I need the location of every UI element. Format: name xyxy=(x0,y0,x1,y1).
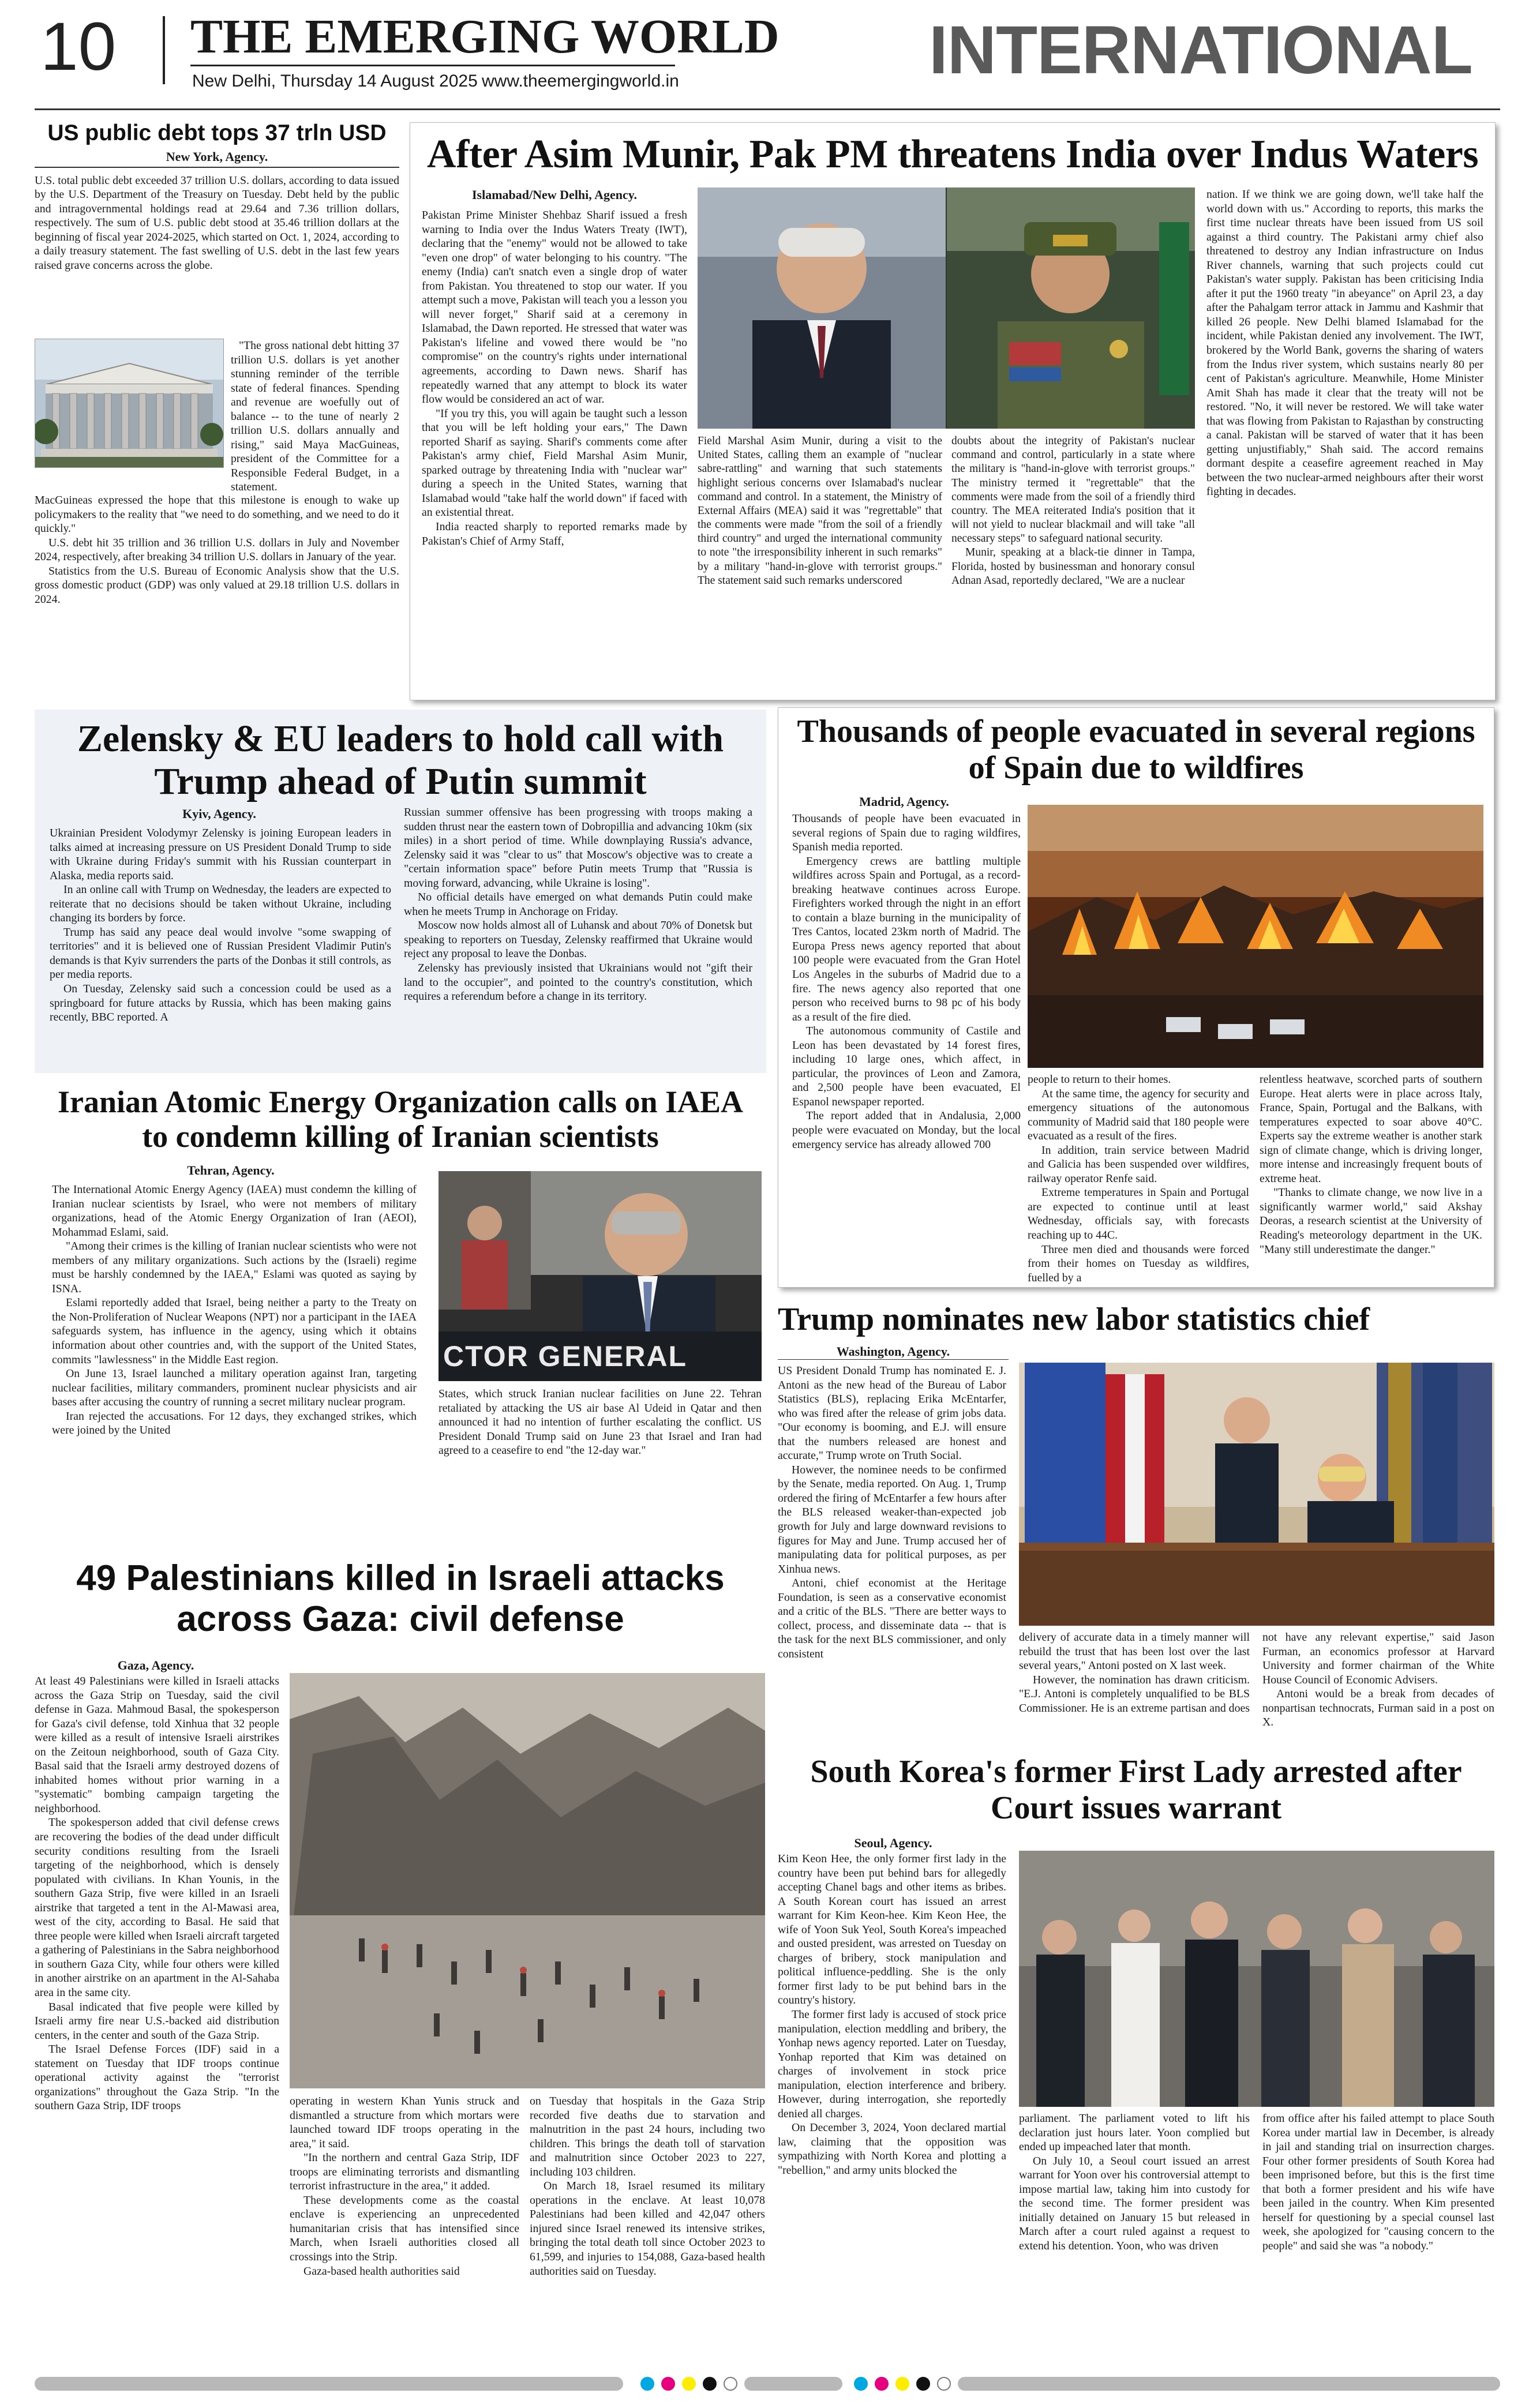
article-paragraph: States, which struck Iranian nuclear facilities on June 22. Tehran retaliated by attacking the US air base Al Udeid in Qatar and then announced it had no intention of further escalating the conflict. US President Donald Trump said on June 23 that Israel and Iran had agreed to a ceasefire to end "the 12-day war." xyxy=(439,1387,762,1457)
article-paragraph: delivery of accurate data in a timely manner will rebuild the trust that has been lost over the last several years," Antoni posted on X last week. xyxy=(1019,1631,1250,1672)
article-paragraph: In an online call with Trump on Wednesday, the leaders are expected to reiterate that no decisions should be taken without Ukraine, including changing its borders by force. xyxy=(50,883,391,925)
kim-keon-hee-photo xyxy=(1019,1851,1494,2107)
article-paragraph: On December 3, 2024, Yoon declared martial law, claiming that the opposition was sympathizing with North Korea and plotting a "rebellion," and army units blocked the xyxy=(778,2121,1006,2177)
article-paragraph: people to return to their homes. xyxy=(1028,1073,1171,1086)
article-paragraph: on Tuesday that hospitals in the Gaza Strip recorded five deaths due to starvation and malnutrition in the past 24 hours, including two children. This brings the death toll of starvation and malnutrition since October 2023 to 227, including 103 children. xyxy=(530,2095,765,2178)
photo-caption: Field Marshal Asim Munir, during a visit to the United States, calling them an example of "nuclear sabre-rattling" and warning that such statements highlight serious concerns over Islamabad's nuclear command and control. In a statement, the Ministry of External Affairs (MEA) said it was "regrettable" that the comments were made "from the soil of a friendly third country" and urged the international community to note "the irresponsibility inherent in such remarks" by a military "hand-in-glove with terrorist groups." The statement said such remarks underscored xyxy=(698,435,942,587)
footer-bar xyxy=(958,2377,1500,2391)
leaders-portrait-image xyxy=(698,187,1195,429)
article-paragraph: On July 10, a Seoul court issued an arrest warrant for Yoon over his controversial attempt to impose martial law, taking him into custody for the second time. The former president was initially detained on January 15 but released in March after a court ruled against a request to extend his detention. Yoon, who was driven xyxy=(1019,2154,1250,2252)
article-trump-bls xyxy=(778,1301,1494,1746)
article-paragraph: However, the nomination has drawn criticism. "E.J. Antoni is completely unqualified to be BLS Commissioner. He is an extreme partisan and does xyxy=(1019,1673,1250,1715)
article-headline: Thousands of people evacuated in several regions of Spain due to wildfires xyxy=(797,714,1475,786)
article-paragraph: operating in western Khan Yunis struck and dismantled a structure from which mortars were launched toward IDF troops operating in the area," it said. xyxy=(290,2095,519,2150)
gaza-rubble-photo xyxy=(290,1673,765,2088)
article-us-debt xyxy=(35,118,399,695)
article-paragraph: India reacted sharply to reported remarks made by Pakistan's Chief of Army Staff, xyxy=(422,520,687,547)
article-munir xyxy=(410,122,1496,700)
article-headline: After Asim Munir, Pak PM threatens India over Indus Waters xyxy=(426,132,1479,177)
article-zelensky xyxy=(35,710,766,1073)
article-paragraph: U.S. debt hit 35 trillion and 36 trillion U.S. dollars in July and November 2024, respectively, after breaking 34 trillion U.S. dollars in January of the year. xyxy=(35,536,399,564)
article-paragraph: Ukrainian President Volodymyr Zelensky is joining European leaders in talks aimed at increasing pressure on US President Donald Trump to side with Ukraine during Friday's summit with his Russian counterpart in Alaska, media reports said. xyxy=(50,827,391,882)
footer-bar xyxy=(35,2377,623,2391)
page-number: 10 xyxy=(40,9,117,85)
white-registration-dot xyxy=(937,2377,951,2391)
oval-office-image xyxy=(1019,1363,1494,1626)
article-paragraph: At least 49 Palestinians were killed in Israeli attacks across the Gaza Strip on Tuesday, said the civil defense in Gaza. Mahmoud Basal, the spokesperson for Gaza's civil defense, told Xinhua that 32 people were killed as a result of intensive Israeli airstrikes on the Zeitoun neighborhood, south of Gaza City. Basal said that the Israeli army destroyed dozens of inhabited homes without prior warning in a "systematic" bombing campaign targeting the neighborhood. xyxy=(35,1675,279,1815)
article-paragraph: "Thanks to climate change, we now live in a significantly warmer world," said Akshay Deoras, a research scientist at the University of Reading's meteorology department in the UK. "Many still underestimate the danger." xyxy=(1260,1186,1482,1256)
article-paragraph: Emergency crews are battling multiple wildfires across Spain and Portugal, as a record-breaking heatwave continues across Europe. Firefighters worked through the night in an effort to contain a blaze burning in the municipality of Tres Cantos, located 23km north of Madrid. The Europa Press news agency reported that about 100 people were evacuated from the Gran Hotel Los Angeles in the suburbs of Madrid due to a fire. The news agency also reported that one person who received burns to 98 pc of his body as a result of the fire died. xyxy=(792,854,1021,1023)
sharif-munir-photo xyxy=(698,187,1195,429)
wildfire-photo xyxy=(1028,805,1483,1068)
article-spain xyxy=(778,707,1494,1288)
article-paragraph: Antoni, chief economist at the Heritage Foundation, is seen as a conservative economist and a critic of the BLS. "There are better ways to collect, process, and disseminate data -- that is the task for the next BLS commissioner, and only consistent xyxy=(778,1577,1006,1660)
article-headline: South Korea's former First Lady arrested after Court issues warrant xyxy=(810,1754,1462,1826)
newspaper-name: THE EMERGING WORLD xyxy=(190,10,780,63)
article-paragraph: The former first lady is accused of stock price manipulation, election meddling and bribery, the Yonhap news agency reported. Later on Tuesday, Yonhap reported that Kim was detained on charges of involvement in stock price manipulation, election interference and bribery. However, during interrogation, she reportedly denied all charges. xyxy=(778,2008,1006,2120)
article-paragraph: Zelensky has previously insisted that Ukrainians would not "gift their land to the occupier", and pointed to the country's constitution, which requires a referendum before a change in its territory. xyxy=(404,962,752,1003)
article-korea xyxy=(778,1754,1494,2365)
article-paragraph: Extreme temperatures in Spain and Portugal are expected to continue until at least Wednesday, officials say, with forecasts reaching up to 44C. xyxy=(1028,1186,1249,1242)
destroyed-buildings-image xyxy=(290,1673,765,2088)
article-dateline: Tehran, Agency. xyxy=(187,1163,275,1177)
article-paragraph: Eslami reportedly added that Israel, being neither a party to the Treaty on the Non-Proliferation of Nuclear Weapons (NPT) nor a participant in the IAEA safeguards system, has influence in the agency, using which it obtains information about other countries and, with the support of the United States, commits "lawlessness" in the Middle East region. xyxy=(52,1296,417,1366)
magenta-registration-dot xyxy=(875,2377,889,2391)
article-dateline: Seoul, Agency. xyxy=(854,1836,932,1850)
magenta-registration-dot xyxy=(661,2377,675,2391)
article-iran xyxy=(35,1085,766,1546)
article-paragraph: not have any relevant expertise," said Jason Furman, an economics professor at Harvard University and former chairman of the White House Council of Economic Advisers. xyxy=(1262,1631,1494,1686)
article-dateline: Washington, Agency. xyxy=(778,1344,1009,1360)
article-paragraph: On March 18, Israel resumed its military operations in the enclave. At least 10,078 Palestinians had been killed and 42,047 others injured since Israel renewed its intensive strikes, bringing the total death toll since October 2023 to 61,599, and injuries to 154,088, Gaza-based health authorities said on Tuesday. xyxy=(530,2180,765,2278)
article-dateline: New York, Agency. xyxy=(35,149,399,168)
article-paragraph: "If you try this, you will again be taught such a lesson that you will be left holding your ears," The Dawn reported Sharif as saying. Sharif's comments come after Pakistan's army chief, Field Marshal Asim Munir, sparked outrage by threatening India with "nuclear war" during a speech in the United States, warning that Islamabad would "take half the world down" if faced with an existential threat. xyxy=(422,407,687,519)
article-paragraph: doubts about the integrity of Pakistan's nuclear command and control, particularly in a state where the military is "hand-in-glove with terrorist groups." The ministry termed it "regrettable" that the comments were made from the soil of a friendly third country. The MEA reiterated India's position that it will not yield to nuclear blackmail and will take "all necessary steps" to safeguard national security. xyxy=(951,435,1195,545)
article-paragraph: Thousands of people have been evacuated in several regions of Spain due to raging wildfires, Spanish media reported. xyxy=(792,812,1021,854)
white-registration-dot xyxy=(724,2377,737,2391)
article-paragraph: The report added that in Andalusia, 2,000 people were evacuated on Monday, but the local emergency service has already allowed 700 xyxy=(792,1109,1021,1151)
article-paragraph: parliament. The parliament voted to lift his declaration just hours later. Yoon complied but ended up impeached later that month. xyxy=(1019,2112,1250,2154)
section-title: INTERNATIONAL xyxy=(929,12,1472,88)
article-paragraph: Pakistan Prime Minister Shehbaz Sharif issued a fresh warning to India over the Indus Waters Treaty (IWT), declaring that the "enemy" would not be allowed to take "even one drop" of water belonging to his country. "The enemy (India) can't snatch even a single drop of water from Pakistan. You threatened to stop our water. If you attempt such a move, Pakistan will teach you a lesson you will never forget," Sharif said at a ceremony in Islamabad, the Dawn reported. He stressed that water was Pakistan's lifeline and vowed there would be "no compromise" on the country's rights under international agreements, according to Dawn news. Sharif has repeatedly warned that any attempt to block its water flow would be considered an act of war. xyxy=(422,209,687,406)
article-paragraph: No official details have emerged on what demands Putin could make when he meets Trump in Anchorage on Friday. xyxy=(404,891,752,918)
cyan-registration-dot xyxy=(640,2377,654,2391)
article-paragraph: The spokesperson added that civil defense crews are recovering the bodies of the dead under difficult security conditions resulting from the Israeli targeting of the neighborhood, which is densely populated with civilians. In Khan Younis, in the southern Gaza Strip, five were killed in an Israeli airstrike that targeted a tent in the Al-Mawasi area, west of the city, according to Basal. He said that three people were killed when Israeli aircraft targeted a gathering of Palestinians in the Sabra neighborhood in southern Gaza City, while four others were killed in another airstrike on an apartment in the Al-Sahaba area in the same city. xyxy=(35,1816,279,2000)
article-paragraph: Munir, speaking at a black-tie dinner in Tampa, Florida, hosted by businessman and honorary consul Adnan Asad, reportedly declared, "We are a nuclear xyxy=(951,546,1195,587)
article-paragraph: Gaza-based health authorities said xyxy=(303,2264,460,2278)
article-headline: Trump nominates new labor statistics chief xyxy=(778,1301,1370,1337)
article-paragraph: nation. If we think we are going down, we'll take half the world down with us." According to reports, this marks the first time nuclear threats have been issued from US soil against a third country. The Pakistani army chief also threatened to destroy any Indian infrastructure on Indus River channels, warning that such projects could cut Pakistan's water supply. Pakistan has been criticising India after it put the 1960 treaty "in abeyance" on April 23, a day after the Pahalgam terror attack in Jammu and Kashmir that killed 26 people. New Delhi blamed Islamabad for the incident, while Pakistan denied any involvement. The IWT, brokered by the World Bank, governs the sharing of waters from the Indus river system, which sustains nearly 80 per cent of Pakistan's agriculture. Meanwhile, Home Minister Amit Shah has made it clear that the treaty will not be restored. "No, it will never be restored. We will take water that was flowing from Pakistan to Rajasthan by constructing a canal. Pakistan will be starved of water that it has been getting unjustifiably," Shah said. The accord remains dormant despite a ceasefire agreement reached in May between the two nuclear-armed neighbours after their worst fighting in decades. xyxy=(1206,188,1483,498)
cyan-registration-dot xyxy=(854,2377,868,2391)
article-dateline: Islamabad/New Delhi, Agency. xyxy=(471,187,638,202)
article-paragraph: Iran rejected the accusations. For 12 days, they exchanged strikes, which were joined by the United xyxy=(52,1409,417,1437)
article-headline: 49 Palestinians killed in Israeli attacks across Gaza: civil defense xyxy=(76,1558,725,1640)
article-paragraph: US President Donald Trump has nominated E. J. Antoni as the new head of the Bureau of Labor Statistics (BLS), replacing Erika McEntarfer, who was fired after the release of grim jobs data. "Our economy is booming, and E.J. will ensure that the numbers released are honest and accurate," Trump wrote on Truth Social. xyxy=(778,1364,1006,1462)
article-paragraph: U.S. total public debt exceeded 37 trillion U.S. dollars, according to data issued by the U.S. Department of the Treasury on Tuesday. Debt held by the public and intragovernmental holdings read at 29.64 and 7.36 trillion dollars, respectively. The sum of U.S. public debt stood at 35.46 trillion dollars at the beginning of fiscal year 2024-2025, which started on Oct. 1, 2024, according to a daily treasury statement. The fast swelling of U.S. debt in the last few years raised grave concerns across the globe. xyxy=(35,174,399,272)
article-gaza xyxy=(35,1558,766,2365)
article-paragraph: Trump has said any peace deal would involve "some swapping of territories" and it is believed one of Russian President Vladimir Putin's demands is that Kyiv surrenders the parts of the Donbas it still controls, as per media reports. xyxy=(50,925,391,981)
article-paragraph: Three men died and thousands were forced from their homes on Tuesday as wildfires, fuelled by a xyxy=(1028,1243,1249,1284)
article-paragraph: The International Atomic Energy Agency (IAEA) must condemn the killing of Iranian nuclear scientists by Israel, who were not members of military organizations, head of the Atomic Energy Organization of Iran (AEOI), Mohammad Eslami, said. xyxy=(52,1183,417,1239)
article-paragraph: relentless heatwave, scorched parts of southern Europe. Heat alerts were in place across Italy, France, Spain, Portugal and the Balkans, with temperatures expected to soar above 40°C. Experts say the extreme weather is another stark sign of climate change, which is driving longer, more intense and increasingly frequent bouts of extreme heat. xyxy=(1260,1073,1482,1185)
arrest-escort-image xyxy=(1019,1851,1494,2107)
article-paragraph: In addition, train service between Madrid and Galicia has been suspended over wildfires, railway operator Renfe said. xyxy=(1028,1143,1249,1185)
article-paragraph: These developments come as the coastal enclave is experiencing an unprecedented humanitarian crisis that has intensified since March, when Israeli authorities closed all crossings into the Strip. xyxy=(290,2193,519,2264)
article-headline: Zelensky & EU leaders to hold call with Trump ahead of Putin summit xyxy=(77,718,724,802)
header-rule xyxy=(35,108,1500,110)
article-paragraph: Basal indicated that five people were killed by Israeli army fire near U.S.-backed aid distribution centers, in the center and south of the Gaza Strip. xyxy=(35,2000,279,2042)
yellow-registration-dot xyxy=(895,2377,909,2391)
article-headline: US public debt tops 37 trln USD xyxy=(47,121,387,145)
article-paragraph: from office after his failed attempt to place South Korea under martial law in December, is already in jail and standing trial on insurrection charges. Four other former presidents of South Korea had been imprisoned before, but this is the first time that both a former president and his wife have been jailed in the country. When Kim presented herself for questioning by a special counsel last week, she apologized for "causing concern to the people" and said she was "a nobody." xyxy=(1262,2112,1494,2252)
article-paragraph: MacGuineas expressed the hope that this milestone is enough to wake up policymakers to the reality that "we need to do something, and we need to do it quickly." xyxy=(35,494,399,535)
black-registration-dot xyxy=(703,2377,717,2391)
article-headline: Iranian Atomic Energy Organization calls on IAEA to condemn killing of Iranian scientists xyxy=(57,1085,744,1154)
masthead-underline xyxy=(190,65,675,66)
article-paragraph: "Among their crimes is the killing of Iranian nuclear scientists who were not members of any military organizations. Such actions by the (Israeli) regime must be harshly condemned by the IAEA," Eslami was quoted as saying by ISNA. xyxy=(52,1240,417,1295)
treasury-building-photo xyxy=(35,339,224,468)
article-paragraph: The autonomous community of Castile and Leon has been devastated by 14 forest fires, including 10 large ones, which affect, in particular, the provinces of Leon and Zamora, and 2,500 people have been evacuated, El Espanol newspaper reported. xyxy=(792,1025,1021,1108)
nameplate-text: CTOR GENERAL xyxy=(443,1340,688,1372)
article-paragraph: Kim Keon Hee, the only former first lady in the country have been put behind bars for allegedly accepting Chanel bags and other items as bribes. A South Korean court has issued an arrest warrant for Kim Keon-hee. Kim Keon Hee, the wife of Yoon Suk Yeol, South Korea's impeached and ousted president, was arrested on Tuesday on charges of bribery, stock manipulation and political influence-peddling. She is the only former first lady to be put behind bars in the country's history. xyxy=(778,1852,1006,2007)
article-paragraph: "The gross national debt hitting 37 trillion U.S. dollars is yet another stunning reminder of the terrible state of federal finances. Spending and revenue are woefully out of balance -- to the tune of nearly 2 trillion U.S. dollars annually and rising," said Maya MacGuineas, president of the Committee for a Responsible Federal Budget, in a statement. xyxy=(231,339,399,494)
masthead-divider xyxy=(163,16,165,84)
article-paragraph: On Tuesday, Zelensky said such a concession could be used as a springboard for future attacks by Russia, which has been making gains recently, BBC reported. A xyxy=(50,982,391,1024)
oval-office-photo xyxy=(1019,1363,1494,1626)
website-link[interactable]: www.theemergingworld.in xyxy=(482,72,679,91)
article-paragraph: "In the northern and central Gaza Strip, IDF troops are eliminating terrorists and dismantling terrorist infrastructure in the area," it added. xyxy=(290,2151,519,2193)
treasury-building-image xyxy=(35,339,223,467)
article-dateline: Gaza, Agency. xyxy=(117,1658,194,1672)
issue-date: New Delhi, Thursday 14 August 2025 xyxy=(192,72,478,91)
article-dateline: Kyiv, Agency. xyxy=(182,807,256,821)
article-paragraph: Moscow now holds almost all of Luhansk and about 70% of Donetsk but speaking to reporters on Tuesday, Zelensky reaffirmed that Ukraine would reject any proposal to leave the Donbas. xyxy=(404,919,752,961)
footer-bar xyxy=(744,2377,842,2391)
article-paragraph: On June 13, Israel launched a military operation against Iran, targeting nuclear facilities, military commanders, prominent nuclear physicists and air bases after accusing the country of running a secret military nuclear program. xyxy=(52,1367,417,1409)
grossi-photo xyxy=(439,1171,762,1381)
article-paragraph: However, the nominee needs to be confirmed by the Senate, media reported. On Aug. 1, Trump ordered the firing of McEntarfer a few hours after the BLS released weaker-than-expected job growth for July and large downward revisions to figures for May and June. Trump accused her of manipulating data for political purposes, as per Xinhua news. xyxy=(778,1463,1006,1576)
article-paragraph: Russian summer offensive has been progressing with troops making a sudden thrust near the eastern town of Dobropillia and advancing 10km (six miles) in a short period of time. While downplaying Russia's advance, Zelensky said it was "clear to us" that Moscow's objective was to create a "certain information space" before Putin meets Trump that "Russia is moving forward, advancing, while Ukraine is losing". xyxy=(404,806,752,890)
article-paragraph: Antoni would be a break from decades of nonpartisan technocrats, Furman said in a post on X. xyxy=(1262,1687,1494,1729)
article-dateline: Madrid, Agency. xyxy=(859,794,949,809)
article-paragraph: The Israel Defense Forces (IDF) said in a statement on Tuesday that IDF troops continue operational activity against the "terrorist organizations" throughout the Gaza Strip. "In the southern Gaza Strip, IDF troops xyxy=(35,2043,279,2113)
wildfire-image xyxy=(1028,805,1483,1068)
yellow-registration-dot xyxy=(682,2377,696,2391)
article-paragraph: Statistics from the U.S. Bureau of Economic Analysis show that the U.S. gross domestic product (GDP) was only valued at 29.18 trillion U.S. dollars in 2024. xyxy=(35,564,399,606)
article-paragraph: At the same time, the agency for security and emergency situations of the autonomous community of Madrid said that 180 people were evacuated as a result of the fires. xyxy=(1028,1087,1249,1143)
black-registration-dot xyxy=(916,2377,930,2391)
